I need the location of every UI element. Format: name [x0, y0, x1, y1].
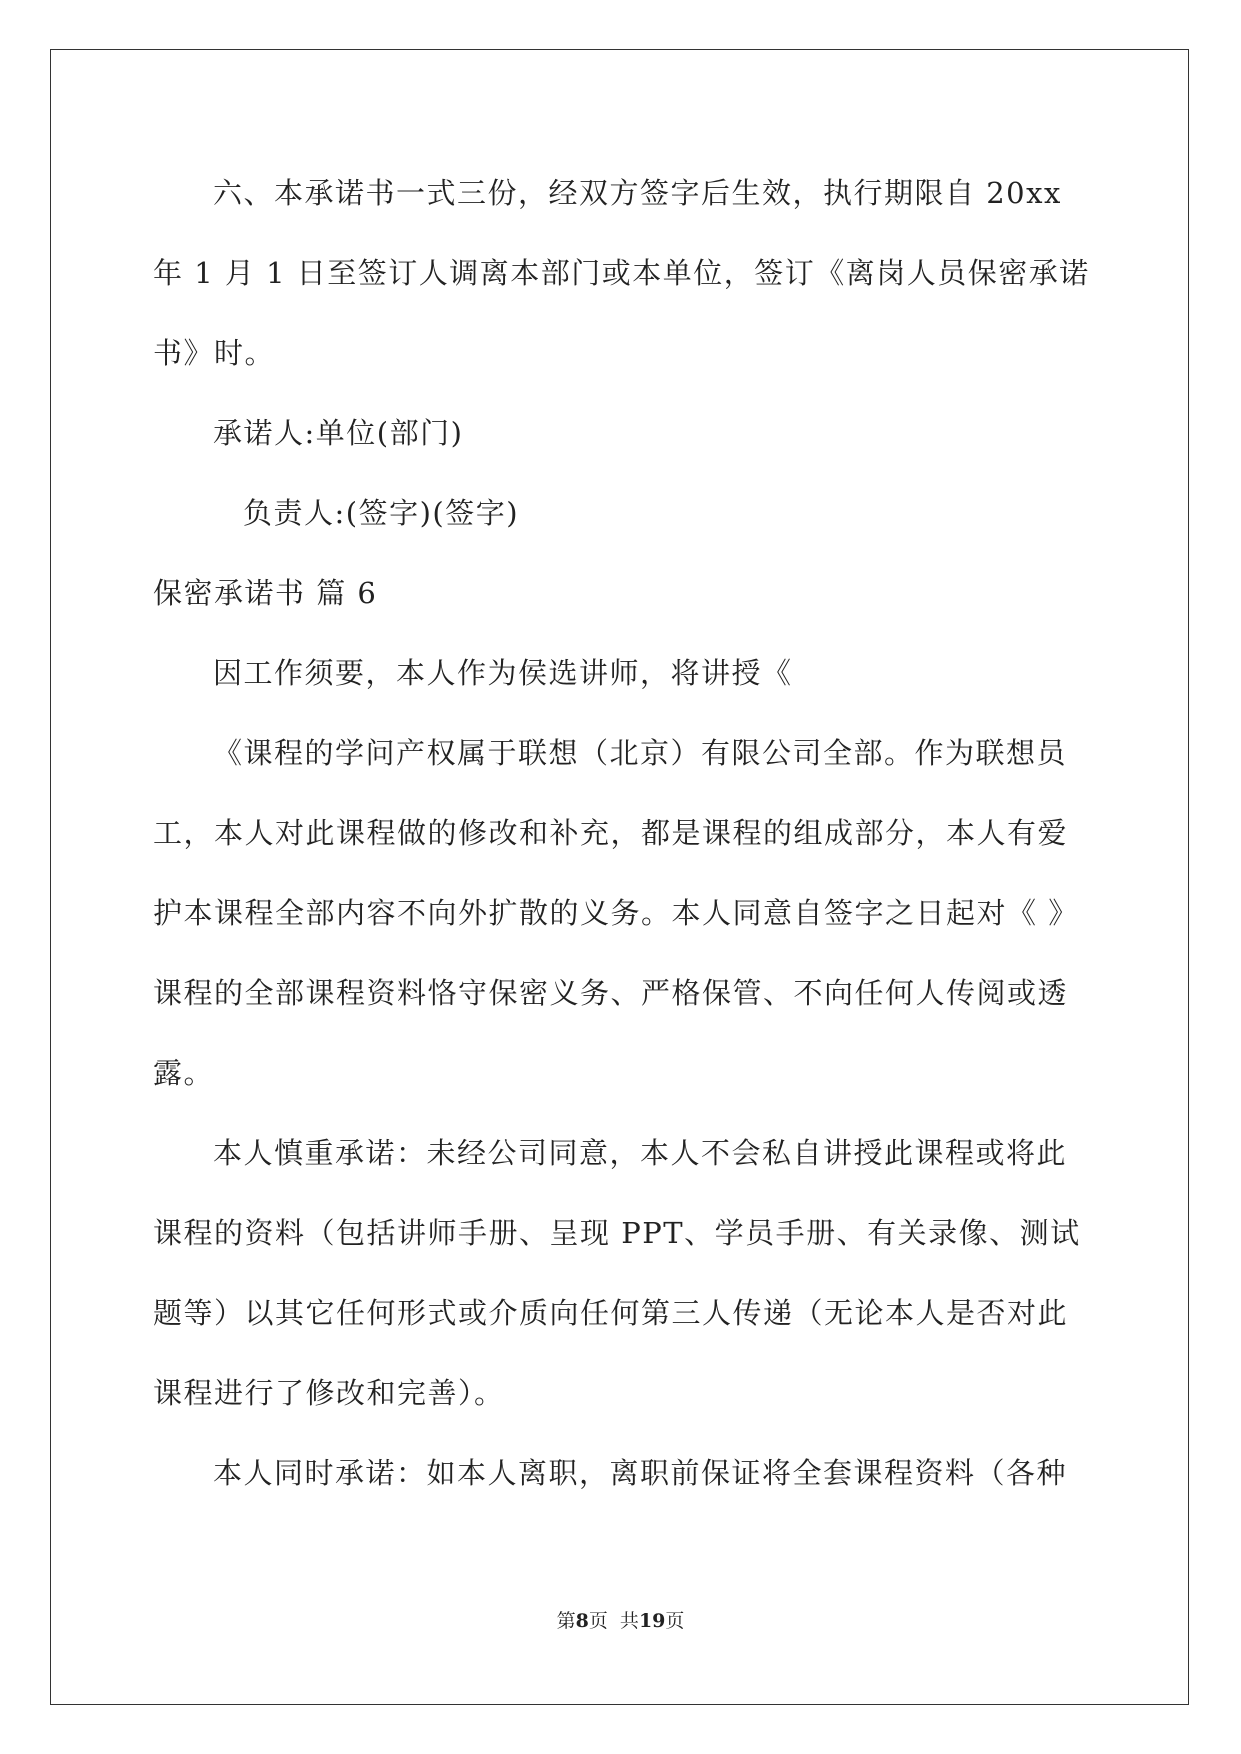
signature-line-promisor: 承诺人:单位(部门): [213, 416, 464, 450]
footer-mid: 页 共: [588, 1610, 639, 1632]
paragraph-line: 课程的全部课程资料恪守保密义务、严格保管、不向任何人传阅或透: [153, 976, 1069, 1010]
paragraph-line: 露。: [153, 1056, 215, 1090]
paragraph-line: 《课程的学问产权属于联想（北京）有限公司全部。作为联想员: [213, 736, 1068, 770]
signature-line-responsible: 负责人:(签字)(签字): [243, 496, 520, 530]
footer-suffix: 页: [665, 1610, 685, 1632]
footer-prefix: 第: [556, 1610, 576, 1632]
paragraph-line: 本人同时承诺：如本人离职，离职前保证将全套课程资料（各种: [213, 1456, 1068, 1490]
paragraph-line: 课程进行了修改和完善）。: [153, 1376, 505, 1410]
section-heading: 保密承诺书 篇 6: [153, 576, 378, 610]
footer-total-pages: 19: [638, 1610, 666, 1632]
paragraph-line: 年 1 月 1 日至签订人调离本部门或本单位，签订《离岗人员保密承诺: [153, 256, 1090, 290]
page-footer: [0, 1609, 1241, 1633]
paragraph-line: 六、本承诺书一式三份，经双方签字后生效，执行期限自 20xx: [213, 176, 1062, 210]
footer-page-number: 8: [575, 1610, 589, 1632]
paragraph-line: 题等）以其它任何形式或介质向任何第三人传递（无论本人是否对此: [153, 1296, 1069, 1330]
paragraph-line: 书》时。: [153, 336, 276, 370]
paragraph-line: 课程的资料（包括讲师手册、呈现 PPT、学员手册、有关录像、测试: [153, 1216, 1081, 1250]
paragraph-line: 护本课程全部内容不向外扩散的义务。本人同意自签字之日起对《 》: [153, 896, 1079, 930]
paragraph-line: 因工作须要，本人作为侯选讲师，将讲授《: [213, 656, 793, 690]
paragraph-line: 本人慎重承诺：未经公司同意，本人不会私自讲授此课程或将此: [213, 1136, 1068, 1170]
paragraph-line: 工，本人对此课程做的修改和补充，都是课程的组成部分，本人有爱: [153, 816, 1069, 850]
